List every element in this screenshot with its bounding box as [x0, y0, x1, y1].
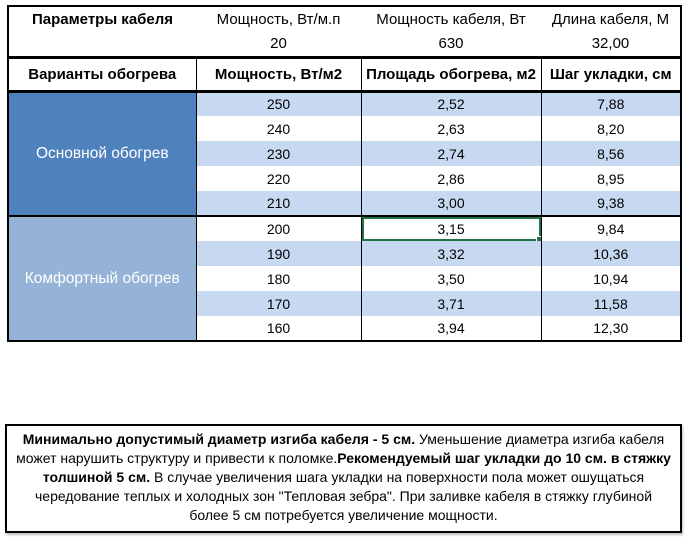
param-label-cable-power[interactable]: Мощность кабеля, Вт	[376, 10, 526, 28]
section-label-cell[interactable]: Основной обогрев	[8, 91, 196, 216]
cell-power[interactable]: 200	[196, 216, 361, 241]
cell-power[interactable]: 240	[196, 116, 361, 141]
cell-power[interactable]: 170	[196, 291, 361, 316]
cell-step[interactable]: 7,88	[541, 91, 681, 116]
cell-area[interactable]: 2,52	[361, 91, 541, 116]
cell-power[interactable]: 250	[196, 91, 361, 116]
note-segment: В случае увеличения шага укладки на поверхности пола может ошущаться чередование теплых и холодных зон "Тепловая зебра". При заливке кабеля в стяжку глубиной более 5 см потребуется увеличение мощности.	[34, 469, 653, 523]
cell-step[interactable]: 9,84	[541, 216, 681, 241]
column-header-area[interactable]: Площадь обогрева, м2	[361, 57, 541, 91]
note-segment: Уменьшение диаметра изгиба кабеля может нарушить структуру и привести к поломке.	[16, 431, 665, 466]
cell-power[interactable]: 230	[196, 141, 361, 166]
column-header-power[interactable]: Мощность, Вт/м2	[196, 57, 361, 91]
column-header-row	[8, 57, 681, 91]
param-value-power-per-m[interactable]: 20	[196, 31, 361, 57]
param-label-cable-length[interactable]: Длина кабеля, М	[551, 10, 670, 28]
param-value-cable-length[interactable]: 32,00	[541, 31, 681, 57]
cell-area[interactable]: 3,32	[361, 241, 541, 266]
note-bold-segment: Рекомендуемый шаг укладки до 10 см. в стяжку толшиной 5 см.	[42, 450, 671, 485]
cell-step[interactable]: 8,56	[541, 141, 681, 166]
cell-step[interactable]: 8,20	[541, 116, 681, 141]
cell-area[interactable]: 2,63	[361, 116, 541, 141]
section-label-cell[interactable]: Комфортный обогрев	[8, 216, 196, 341]
cell-step[interactable]: 10,94	[541, 266, 681, 291]
cell-area[interactable]: 3,94	[361, 316, 541, 341]
note-text	[15, 430, 672, 525]
param-label-power-per-m[interactable]: Мощность, Вт/м.п	[216, 10, 341, 28]
note-box[interactable]	[5, 424, 682, 533]
cell-step[interactable]: 9,38	[541, 191, 681, 216]
cell-power[interactable]: 210	[196, 191, 361, 216]
params-value-row	[8, 31, 681, 57]
cell-area[interactable]: 2,74	[361, 141, 541, 166]
cell-area[interactable]: 3,00	[361, 191, 541, 216]
cell-step[interactable]: 12,30	[541, 316, 681, 341]
cell-step[interactable]: 10,36	[541, 241, 681, 266]
cell-area[interactable]: 3,71	[361, 291, 541, 316]
cell-power[interactable]: 220	[196, 166, 361, 191]
selected-cell[interactable]: 3,15	[361, 216, 541, 241]
cell-area[interactable]: 3,50	[361, 266, 541, 291]
cell-power[interactable]: 160	[196, 316, 361, 341]
cell-area[interactable]: 2,86	[361, 166, 541, 191]
cell-step[interactable]: 8,95	[541, 166, 681, 191]
param-value-cable-power[interactable]: 630	[361, 31, 541, 57]
cell-step[interactable]: 11,58	[541, 291, 681, 316]
params-label-row	[8, 6, 681, 31]
cell-power[interactable]: 190	[196, 241, 361, 266]
params-title-cell[interactable]: Параметры кабеля	[31, 10, 174, 28]
cell-power[interactable]: 180	[196, 266, 361, 291]
empty-cell[interactable]	[8, 31, 196, 57]
table-row	[8, 91, 681, 116]
column-header-variants[interactable]: Варианты обогрева	[8, 57, 196, 91]
heating-table-body	[8, 91, 681, 341]
cable-calc-table	[7, 5, 682, 342]
column-header-step[interactable]: Шаг укладки, см	[541, 57, 681, 91]
note-bold-segment: Минимально допустимый диаметр изгиба кабеля - 5 см.	[22, 431, 416, 447]
table-row	[8, 216, 681, 241]
